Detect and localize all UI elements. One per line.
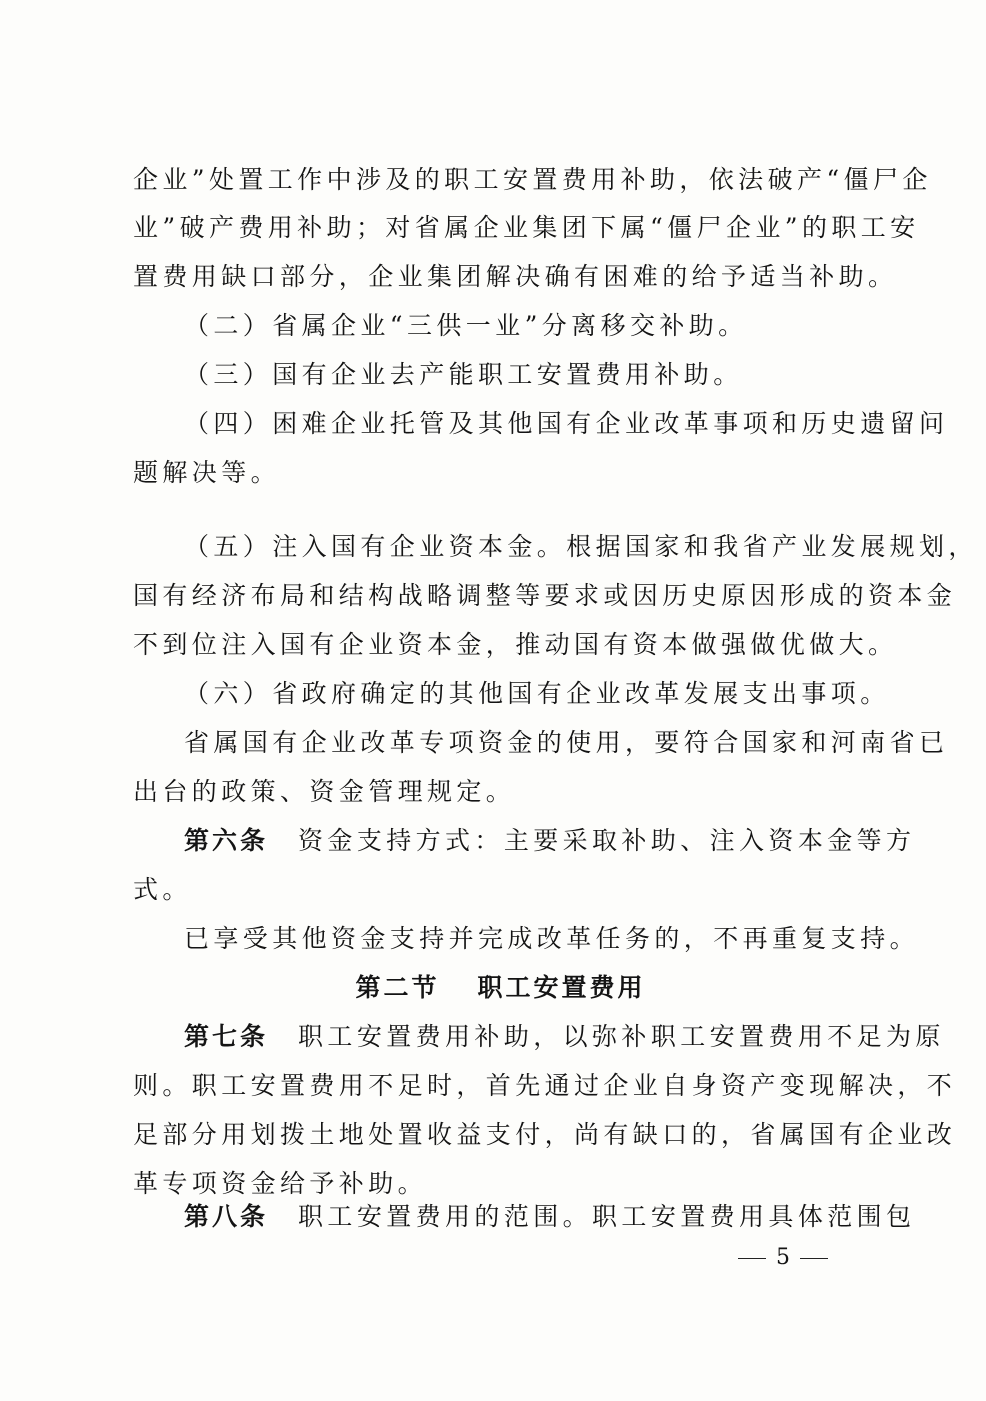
section-label: 第二节 <box>355 973 440 1002</box>
section-heading <box>133 963 868 1013</box>
page-number-value: 5 <box>776 1245 790 1270</box>
paragraph-line: 省属国有企业改革专项资金的使用，要符合国家和河南省已 <box>184 728 949 757</box>
page-number <box>728 1238 838 1278</box>
list-item: （六）省政府确定的其他国有企业改革发展支出事项。 <box>184 679 890 708</box>
list-item: （四）困难企业托管及其他国有企业改革事项和历史遗留问 <box>184 409 949 438</box>
article-7-heading: 第七条 <box>184 1022 269 1051</box>
paragraph-line: 国有经济布局和结构战略调整等要求或因历史原因形成的资本金 <box>133 581 957 610</box>
article-7-text: 职工安置费用补助，以弥补职工安置费用不足为原 <box>298 1022 945 1051</box>
article-8-text: 职工安置费用的范围。职工安置费用具体范围包 <box>298 1202 916 1231</box>
paragraph-line: 足部分用划拨土地处置收益支付，尚有缺口的，省属国有企业改 <box>133 1120 957 1149</box>
section-title: 职工安置费用 <box>477 973 646 1002</box>
paragraph-line: 革专项资金给予补助。 <box>133 1169 428 1198</box>
paragraph-line: 已享受其他资金支持并完成改革任务的，不再重复支持。 <box>184 924 920 953</box>
paragraph-line: 不到位注入国有企业资本金，推动国有资本做强做优做大。 <box>133 630 898 659</box>
article-6-line <box>184 816 916 866</box>
paragraph-line: 置费用缺口部分，企业集团解决确有困难的给予适当补助。 <box>133 262 898 291</box>
article-7-line <box>184 1012 945 1062</box>
paragraph-line: 题解决等。 <box>133 458 281 487</box>
paragraph-line: 出台的政策、资金管理规定。 <box>133 777 516 806</box>
list-item: （二）省属企业“三供一业”分离移交补助。 <box>184 311 748 340</box>
paragraph-line: 企业”处置工作中涉及的职工安置费用补助，依法破产“僵尸企 <box>133 165 932 194</box>
article-6-text: 资金支持方式：主要采取补助、注入资本金等方 <box>298 826 916 855</box>
article-8-line <box>184 1192 916 1242</box>
article-8-heading: 第八条 <box>184 1202 269 1231</box>
list-item: （五）注入国有企业资本金。根据国家和我省产业发展规划， <box>184 532 978 561</box>
article-6-heading: 第六条 <box>184 826 269 855</box>
list-item: （三）国有企业去产能职工安置费用补助。 <box>184 360 743 389</box>
paragraph-line: 式。 <box>133 875 192 904</box>
paragraph-line: 业”破产费用补助；对省属企业集团下属“僵尸企业”的职工安 <box>133 213 920 242</box>
paragraph-line: 则。职工安置费用不足时，首先通过企业自身资产变现解决，不 <box>133 1071 957 1100</box>
